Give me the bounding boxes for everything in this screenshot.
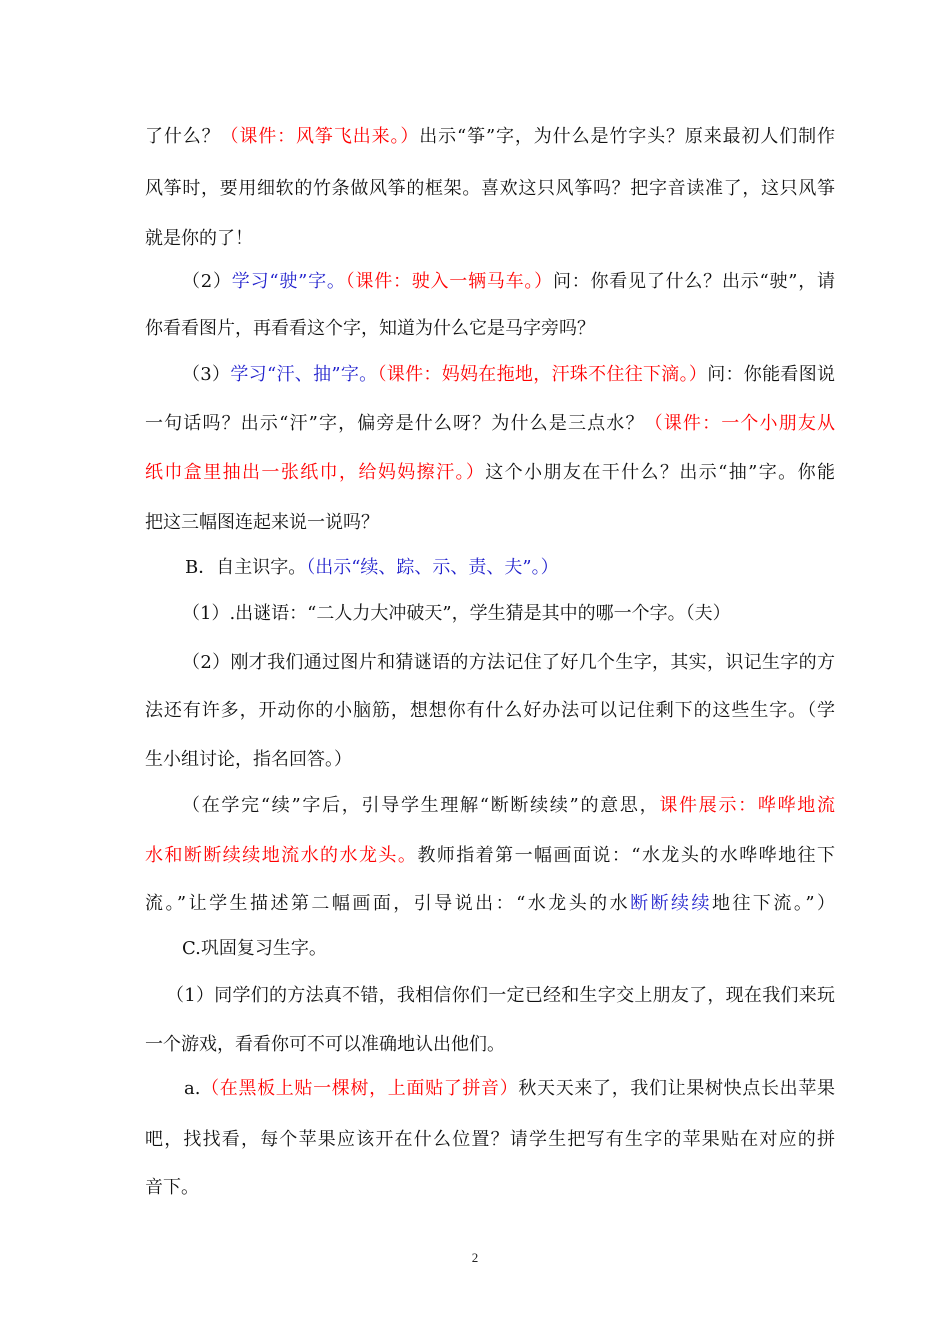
paragraph-line: （2）刚才我们通过图片和猜谜语的方法记住了好几个生字，其实，识记生字的方 bbox=[182, 652, 835, 673]
courseware-note: 纸巾盒里抽出一张纸巾，给妈妈擦汗。） bbox=[145, 462, 486, 483]
text-run: 问：你能看图说 bbox=[707, 364, 836, 385]
text-run: 秋天天来了，我们让果树快点长出苹果 bbox=[518, 1078, 835, 1099]
paragraph-line: 就是你的了！ bbox=[145, 228, 253, 249]
paragraph-line: 风筝时，要用细软的竹条做风筝的框架。喜欢这只风筝吗？把字音读准了，这只风筝 bbox=[145, 178, 835, 199]
text-run: 一句话吗？出示“汗”字，偏旁是什么呀？为什么是三点水？ bbox=[145, 413, 645, 434]
text-run: （在学完“续”字后，引导学生理解“断断续续”的意思， bbox=[182, 795, 660, 816]
paragraph-line bbox=[145, 124, 835, 150]
list-number: （3） bbox=[182, 364, 231, 385]
text-run: 问：你看见了什么？出示“驶”，请 bbox=[552, 271, 836, 292]
section-heading: B．自主识字。 bbox=[185, 557, 307, 578]
courseware-note: （在黑板上贴一棵树，上面贴了拼音） bbox=[200, 1078, 519, 1099]
courseware-note: （课件：驶入一辆马车。） bbox=[345, 271, 553, 292]
paragraph-line: 法还有许多，开动你的小脑筋，想想你有什么好办法可以记住剩下的这些生字。（学 bbox=[145, 700, 835, 721]
paragraph-line: 音下。 bbox=[145, 1177, 199, 1198]
text-run: 了什么？ bbox=[145, 126, 221, 147]
paragraph-line bbox=[184, 1076, 835, 1102]
paragraph-line bbox=[145, 843, 835, 869]
paragraph-line bbox=[182, 269, 835, 295]
highlight-term: 断断续续 bbox=[630, 893, 712, 914]
paragraph-line: （1）同学们的方法真不错，我相信你们一定已经和生字交上朋友了，现在我们来玩 bbox=[166, 985, 835, 1006]
text-run: 这个小朋友在干什么？出示“抽”字。你能 bbox=[485, 462, 835, 483]
paragraph-line bbox=[182, 793, 835, 819]
paragraph-line: （1）.出谜语：“二人力大冲破天”，学生猜是其中的哪一个字。（夫） bbox=[182, 603, 731, 624]
text-run: 教师指着第一幅画面说：“水龙头的水哗哗地往下 bbox=[417, 845, 836, 866]
courseware-note: 课件展示：哗哗地流 bbox=[659, 795, 836, 816]
text-run: 地往下流。”） bbox=[711, 893, 835, 914]
courseware-note: 水和断断续续地流水的水龙头。 bbox=[145, 845, 418, 866]
paragraph-line bbox=[145, 411, 835, 437]
courseware-note: （课件：风筝飞出来。） bbox=[220, 126, 420, 147]
section-heading: C.巩固复习生字。 bbox=[182, 938, 327, 959]
paragraph-line bbox=[145, 460, 835, 486]
text-run: 出示“筝”字，为什么是竹字头？原来最初人们制作 bbox=[419, 126, 836, 147]
paragraph-line: 你看看图片，再看看这个字，知道为什么它是马字旁吗？ bbox=[145, 318, 595, 339]
paragraph-line: 吧，找找看，每个苹果应该开在什么位置？请学生把写有生字的苹果贴在对应的拼 bbox=[145, 1129, 835, 1150]
paragraph-line: 一个游戏，看看你可不可以准确地认出他们。 bbox=[145, 1034, 505, 1055]
text-run: 流。”让学生描述第二幅画面，引导说出：“水龙头的水 bbox=[145, 893, 631, 914]
paragraph-line bbox=[145, 891, 835, 917]
list-number: （2） bbox=[182, 271, 232, 292]
paragraph-line: 把这三幅图连起来说一说吗？ bbox=[145, 512, 379, 533]
page-number: 2 bbox=[471, 1250, 479, 1265]
section-heading: 学习“驶”字。 bbox=[231, 271, 346, 292]
paragraph-line: 生小组讨论，指名回答。） bbox=[145, 749, 352, 770]
shown-characters: （出示“续、踪、示、责、夫”。） bbox=[306, 557, 559, 578]
section-heading-line bbox=[185, 555, 835, 581]
list-letter: a. bbox=[184, 1078, 201, 1099]
courseware-note: （课件：一个小朋友从 bbox=[644, 413, 836, 434]
courseware-note: （课件：妈妈在拖地，汗珠不住往下滴。） bbox=[377, 364, 708, 385]
paragraph-line bbox=[182, 362, 835, 388]
section-heading: 学习“汗、抽”字。 bbox=[230, 364, 378, 385]
